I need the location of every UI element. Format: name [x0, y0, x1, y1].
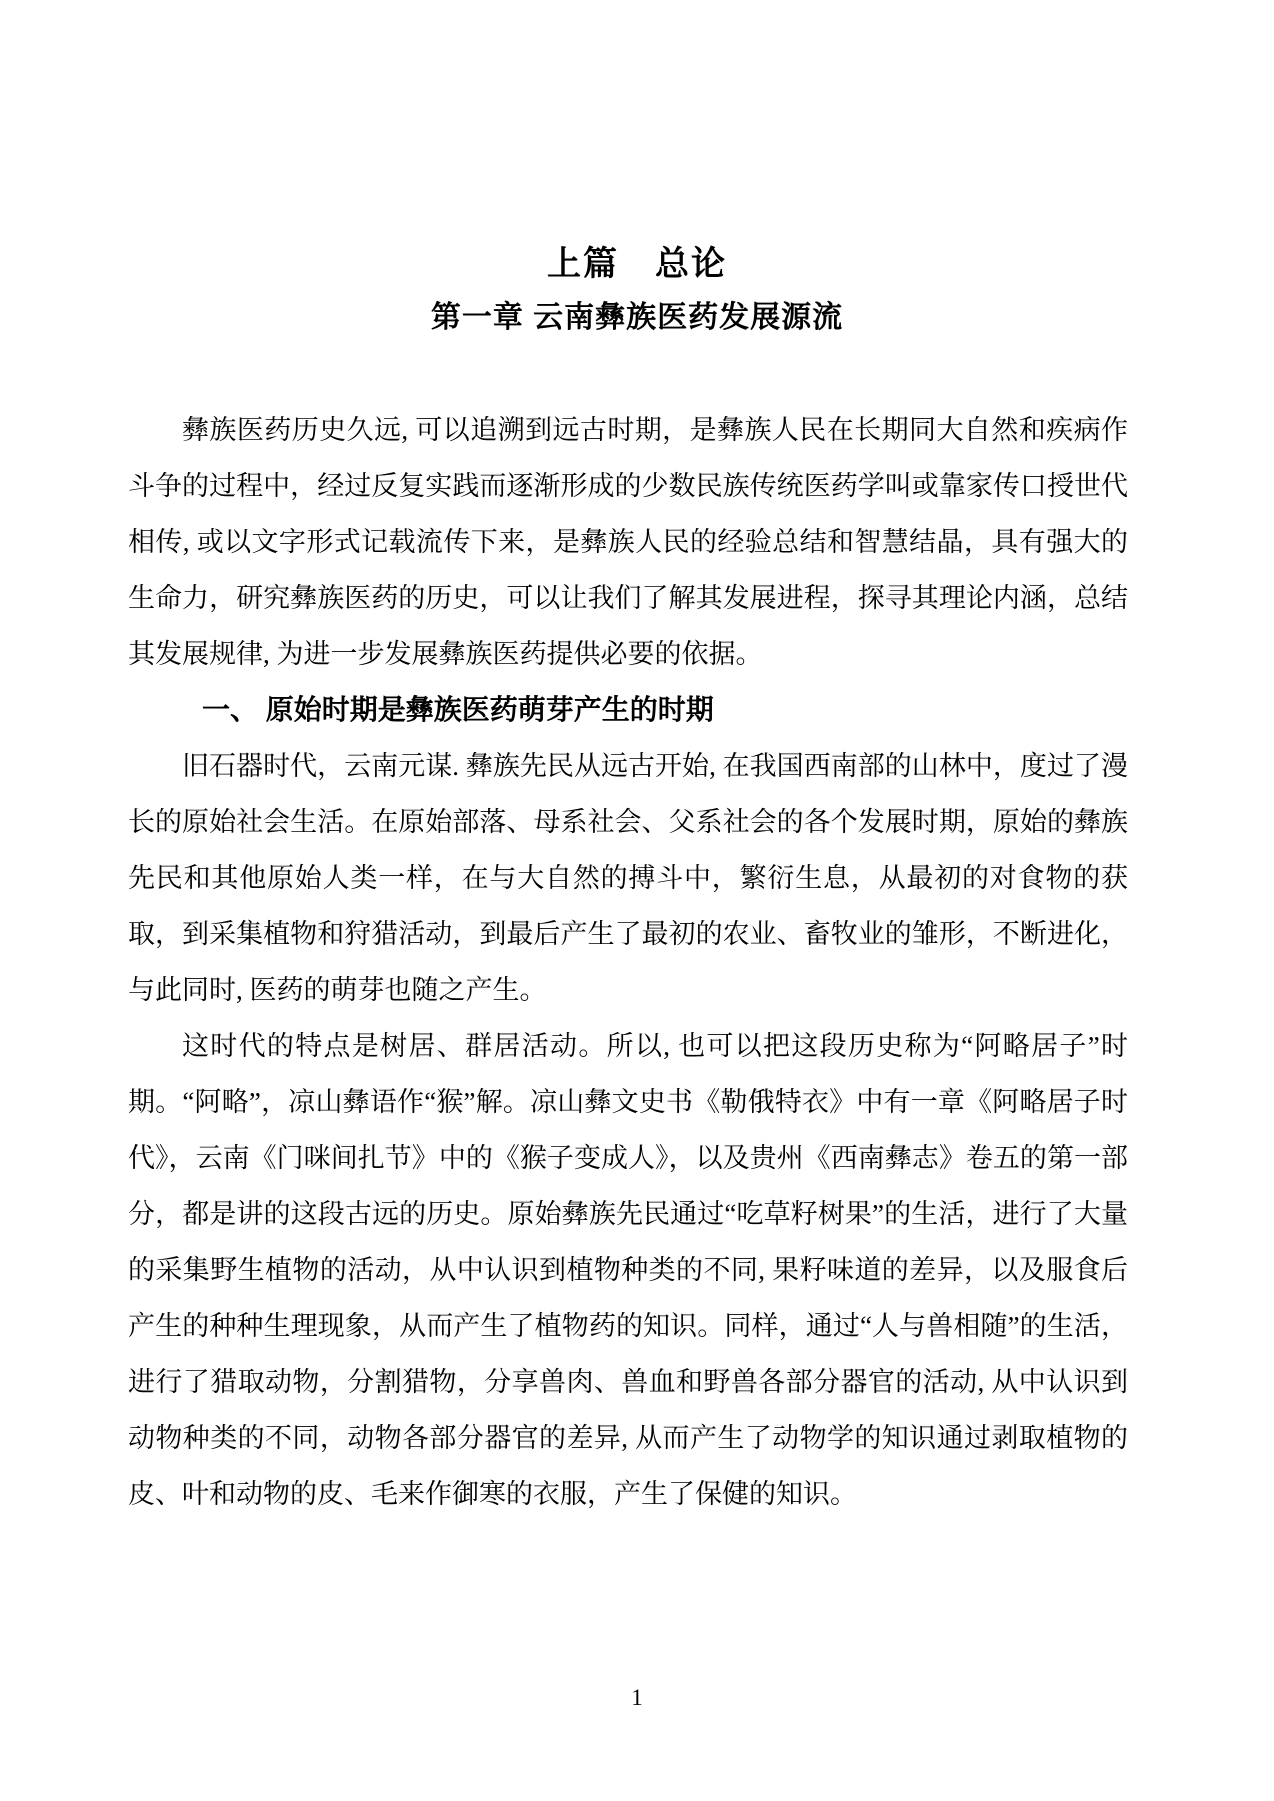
page-number: 1	[631, 1685, 643, 1710]
paragraph-history-intro: 彝族医药历史久远, 可以追溯到远古时期，是彝族人民在长期同大自然和疾病作斗争的过程中，经过反复实践而逐渐形成的少数民族传统医药学叫或靠家传口授世代相传, 或以文字形式记载流传下来，是彝族人民的经验总结和智慧结晶，具有强大的生命力，研究彝族医药的历史，可以让我们了解其发展进程，探寻其理论内涵，总结其发展规律, 为进一步发展彝族医药提供必要的依据。	[128, 415, 1128, 669]
paragraph-paleolithic-era: 旧石器时代，云南元谋. 彝族先民从远古开始, 在我国西南部的山林中，度过了漫长的原始社会生活。在原始部落、母系社会、父系社会的各个发展时期，原始的彝族先民和其他原始人类一样，在与大自然的搏斗中，繁衍生息，从最初的对食物的获取，到采集植物和狩猎活动，到最后产生了最初的农业、畜牧业的雏形，不断进化，与此同时, 医药的萌芽也随之产生。	[128, 751, 1128, 1005]
chapter-title: 第一章 云南彝族医药发展源流	[430, 301, 844, 334]
section-heading-primitive-period: 一、 原始时期是彝族医药萌芽产生的时期	[202, 694, 714, 725]
part-title: 上篇 总论	[547, 245, 727, 283]
document-body	[128, 402, 1128, 1522]
paragraph-alue-juzi-period: 这时代的特点是树居、群居活动。所以, 也可以把这段历史称为“阿略居子”时期。“阿略”，凉山彝语作“猴”解。凉山彝文史书《勒俄特衣》中有一章《阿略居子时代》，云南《门咪间扎节》中的《猴子变成人》，以及贵州《西南彝志》卷五的第一部分，都是讲的这段古远的历史。原始彝族先民通过“吃草籽树果”的生活，进行了大量的采集野生植物的活动，从中认识到植物种类的不同, 果籽味道的差异，以及服食后产生的种种生理现象，从而产生了植物药的知识。同样，通过“人与兽相随”的生活，进行了猎取动物，分割猎物，分享兽肉、兽血和野兽各部分器官的活动, 从中认识到动物种类的不同，动物各部分器官的差异, 从而产生了动物学的知识通过剥取植物的皮、叶和动物的皮、毛来作御寒的衣服，产生了保健的知识。	[128, 1031, 1128, 1509]
